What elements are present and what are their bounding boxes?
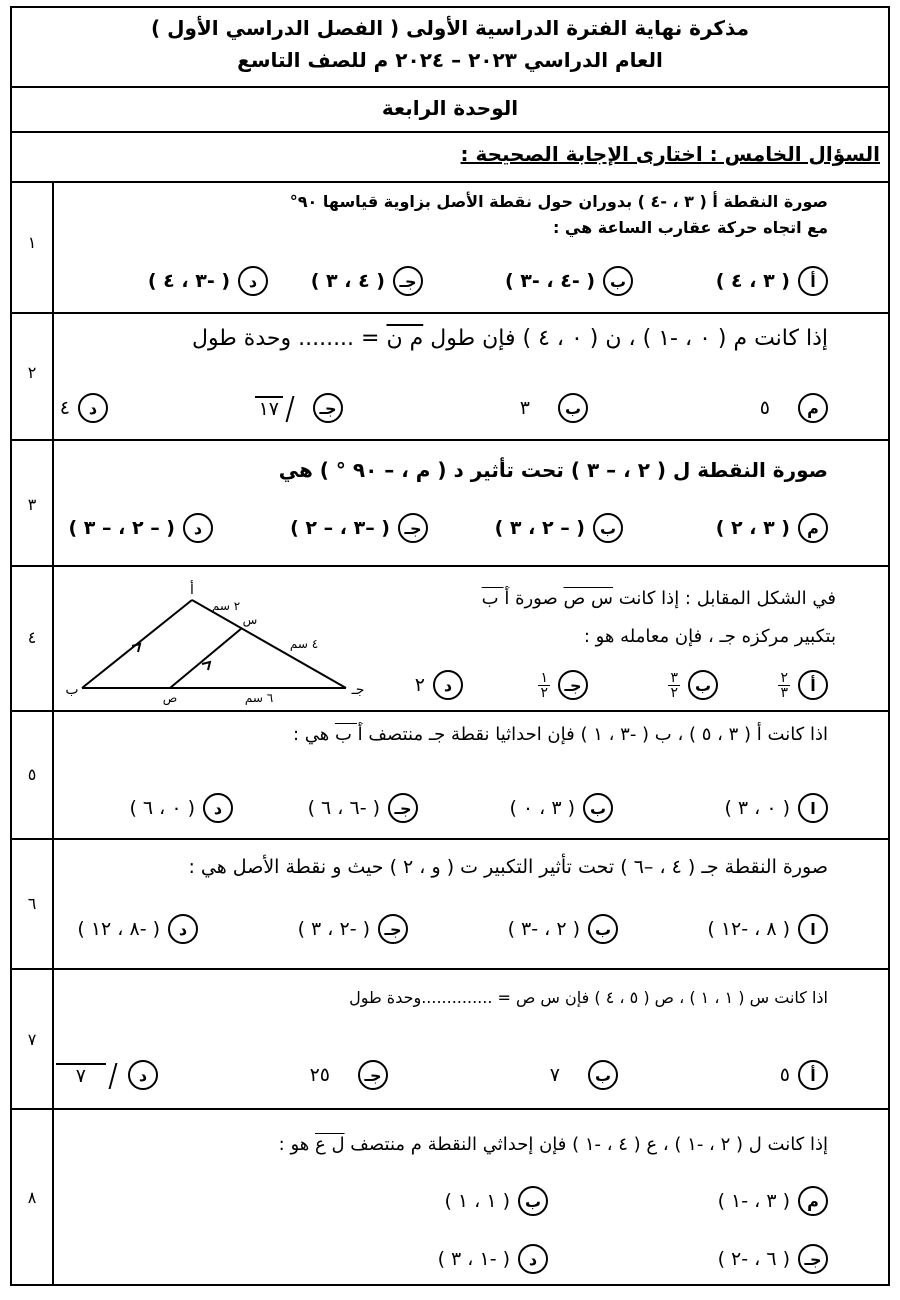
question-title: السؤال الخامس : اختارى الإجابة الصحيحة : <box>460 142 880 166</box>
option-text: ٥ <box>759 397 770 419</box>
option-c[interactable] <box>538 670 588 700</box>
question-text: إذا كانت م ( ٠ ، -١ ) ، ن ( ٠ ، ٤ ) فإن طول م ن = ........ وحدة طول <box>191 326 828 351</box>
option-text: ٥ <box>779 1064 790 1086</box>
question-number: ٥ <box>27 765 37 784</box>
option-text: ( ٣ ، ٠ ) <box>509 797 575 819</box>
header-subtitle: العام الدراسي ٢٠٢٣ – ٢٠٢٤ م للصف التاسع <box>237 48 663 72</box>
option-letter: ب <box>688 670 718 700</box>
question-text: صورة النقطة جـ ( ٤ ، –٦ ) تحت تأثير التكبير ت ( و ، ٢ ) حيث و نقطة الأصل هي : <box>188 856 828 878</box>
option-b[interactable] <box>505 266 633 296</box>
question-number: ١ <box>27 233 37 252</box>
point-label-s: س <box>242 613 258 627</box>
option-text: ٢ <box>414 674 425 696</box>
question-text: في الشكل المقابل : إذا كانت س ص صورة أ ب <box>481 588 836 609</box>
question-text: صورة النقطة أ ( ٣ ، -٤ ) بدوران حول نقطة الأصل بزاوية قياسها ٩٠° <box>289 192 828 211</box>
option-b[interactable] <box>509 793 613 823</box>
option-a[interactable] <box>718 1186 828 1216</box>
option-letter: م <box>798 513 828 543</box>
question-number: ٦ <box>27 894 37 913</box>
option-c[interactable] <box>298 914 408 944</box>
option-letter: ب <box>603 266 633 296</box>
question-number: ٨ <box>27 1188 37 1207</box>
option-letter: ب <box>588 1060 618 1090</box>
question-text: صورة النقطة ل ( ٢ ، – ٣ ) تحت تأثير د ( م ، – ٩٠ ° ) هي <box>278 458 828 482</box>
worksheet <box>10 6 890 1286</box>
option-text: ( ٦ ، -٢ ) <box>717 1248 790 1270</box>
option-letter: جـ <box>558 670 588 700</box>
option-b[interactable] <box>550 1060 618 1090</box>
option-letter: جـ <box>388 793 418 823</box>
option-d[interactable] <box>129 793 233 823</box>
option-letter: جـ <box>798 1244 828 1274</box>
option-text: ( ٣ ، ٢ ) <box>715 517 790 539</box>
option-text: ( -٤ ، -٣ ) <box>504 270 595 292</box>
question-number: ٤ <box>27 628 37 647</box>
option-text: ( ٤ ، ٣ ) <box>310 270 385 292</box>
question-text: اذا كانت أ ( ٣ ، ٥ ) ، ب ( -٣ ، ١ ) فإن احداثيا نقطة جـ منتصف أ ب هي : <box>292 724 828 745</box>
option-text: ( –٣ ، – ٢ ) <box>290 517 390 539</box>
option-a[interactable] <box>716 513 828 543</box>
option-letter: ب <box>583 793 613 823</box>
option-letter: ب <box>593 513 623 543</box>
option-b[interactable] <box>495 513 623 543</box>
option-letter: ب <box>518 1186 548 1216</box>
option-letter: م <box>798 393 828 423</box>
option-letter: ا <box>798 914 828 944</box>
option-letter: أ <box>798 1060 828 1090</box>
segment-ab: أ ب <box>481 588 510 609</box>
option-text: ٤ <box>59 397 70 419</box>
sqrt-value: ٧ <box>56 1063 106 1087</box>
option-d[interactable] <box>77 914 198 944</box>
option-letter: د <box>128 1060 158 1090</box>
option-text: ( ٨ ، -١٢ ) <box>707 918 790 940</box>
question-text: بتكبير مركزه جـ ، فإن معامله هو : <box>583 626 836 647</box>
option-b[interactable] <box>444 1186 548 1216</box>
option-letter: م <box>798 1186 828 1216</box>
question-number: ٧ <box>27 1030 37 1049</box>
option-letter: د <box>238 266 268 296</box>
header-title: مذكرة نهاية الفترة الدراسية الأولى ( الفصل الدراسي الأول ) <box>150 16 749 40</box>
option-d[interactable] <box>438 1244 548 1274</box>
length-label: ٤ سم <box>289 637 319 651</box>
question-text: إذا كانت ل ( ٢ ، -١ ) ، ع ( ٤ ، -١ ) فإن إحداثي النقطة م منتصف ل ع هو : <box>278 1134 828 1155</box>
option-text: ( – ٢ ، – ٣ ) <box>68 517 175 539</box>
option-d[interactable] <box>148 266 268 296</box>
option-d[interactable] <box>415 670 463 700</box>
option-letter: د <box>518 1244 548 1274</box>
option-text: ( ٣ ، ٤ ) <box>715 270 790 292</box>
option-text: ( -٣ ، ٤ ) <box>147 270 230 292</box>
fraction: $\frac{٢}{٣}$ <box>780 669 788 701</box>
length-label: ٢ سم <box>211 599 241 613</box>
option-a[interactable] <box>778 670 828 700</box>
option-c[interactable] <box>311 266 423 296</box>
option-b[interactable] <box>508 914 618 944</box>
option-text: ( ٠ ، ٦ ) <box>129 797 195 819</box>
vertex-label-a: أ <box>190 582 194 598</box>
option-text: ٣ <box>519 397 530 419</box>
option-b[interactable] <box>668 670 718 700</box>
length-label: ٦ سم <box>244 691 274 705</box>
option-letter: جـ <box>398 513 428 543</box>
side-ac <box>192 600 346 688</box>
option-letter: جـ <box>378 914 408 944</box>
fraction: $\frac{١}{٢}$ <box>540 669 548 701</box>
option-text: ( -٨ ، ١٢ ) <box>77 918 160 940</box>
option-d[interactable] <box>56 1060 158 1090</box>
option-text: ( ٢ ، -٣ ) <box>507 918 580 940</box>
option-letter: ب <box>558 393 588 423</box>
point-label-p: ص <box>162 691 178 705</box>
option-letter: ا <box>798 793 828 823</box>
unit-title: الوحدة الرابعة <box>381 96 519 120</box>
option-c[interactable] <box>310 1060 388 1090</box>
option-b[interactable] <box>520 393 588 423</box>
parallel-arrow <box>202 662 210 670</box>
option-text: ( -٦ ، ٦ ) <box>307 797 380 819</box>
option-c[interactable] <box>308 793 418 823</box>
option-text: ( -٢ ، ٣ ) <box>297 918 370 940</box>
segment-le: ل ع <box>314 1134 345 1155</box>
option-letter: أ <box>798 266 828 296</box>
option-d[interactable] <box>68 513 213 543</box>
option-a[interactable] <box>760 393 828 423</box>
option-a[interactable] <box>716 266 828 296</box>
option-text: ( ١ ، ١ ) <box>444 1190 510 1212</box>
question-number: ٢ <box>27 363 37 382</box>
option-text: ( ٠ ، ٣ ) <box>724 797 790 819</box>
option-letter: جـ <box>393 266 423 296</box>
option-c[interactable] <box>255 393 343 423</box>
sqrt-value: ١٧ <box>255 396 283 420</box>
option-letter: د <box>183 513 213 543</box>
option-letter: د <box>168 914 198 944</box>
question-text: مع اتجاه حركة عقارب الساعة هي : <box>552 218 828 237</box>
option-c[interactable] <box>290 513 428 543</box>
segment-sp: س ص <box>563 588 613 609</box>
option-a[interactable] <box>780 1060 828 1090</box>
option-text: ( – ٢ ، ٣ ) <box>494 517 585 539</box>
fraction: $\frac{٣}{٢}$ <box>670 669 678 701</box>
option-text: ( -١ ، ٣ ) <box>437 1248 510 1270</box>
option-a[interactable] <box>707 914 828 944</box>
segment-sp <box>170 628 242 688</box>
triangle-figure <box>54 568 390 710</box>
vertex-label-b: ب <box>65 682 79 698</box>
option-letter: جـ <box>358 1060 388 1090</box>
option-letter: د <box>78 393 108 423</box>
question-number: ٣ <box>27 495 37 514</box>
option-c[interactable] <box>718 1244 828 1274</box>
question-text: اذا كانت س ( ١ ، ١ ) ، ص ( ٥ ، ٤ ) فإن س ص = ..............وحدة طول <box>349 988 828 1007</box>
vertex-label-c: جـ <box>351 682 365 698</box>
option-text: ٧ <box>549 1064 560 1086</box>
segment-ab: أ ب <box>334 724 363 745</box>
option-letter: أ <box>798 670 828 700</box>
option-text: ( ٣ ، -١ ) <box>717 1190 790 1212</box>
option-letter: د <box>433 670 463 700</box>
option-text: ٢٥ <box>309 1064 330 1086</box>
option-letter: ب <box>588 914 618 944</box>
option-d[interactable] <box>60 393 108 423</box>
option-a[interactable] <box>724 793 828 823</box>
segment-mn: م ن <box>386 326 424 351</box>
option-letter: جـ <box>313 393 343 423</box>
option-letter: د <box>203 793 233 823</box>
